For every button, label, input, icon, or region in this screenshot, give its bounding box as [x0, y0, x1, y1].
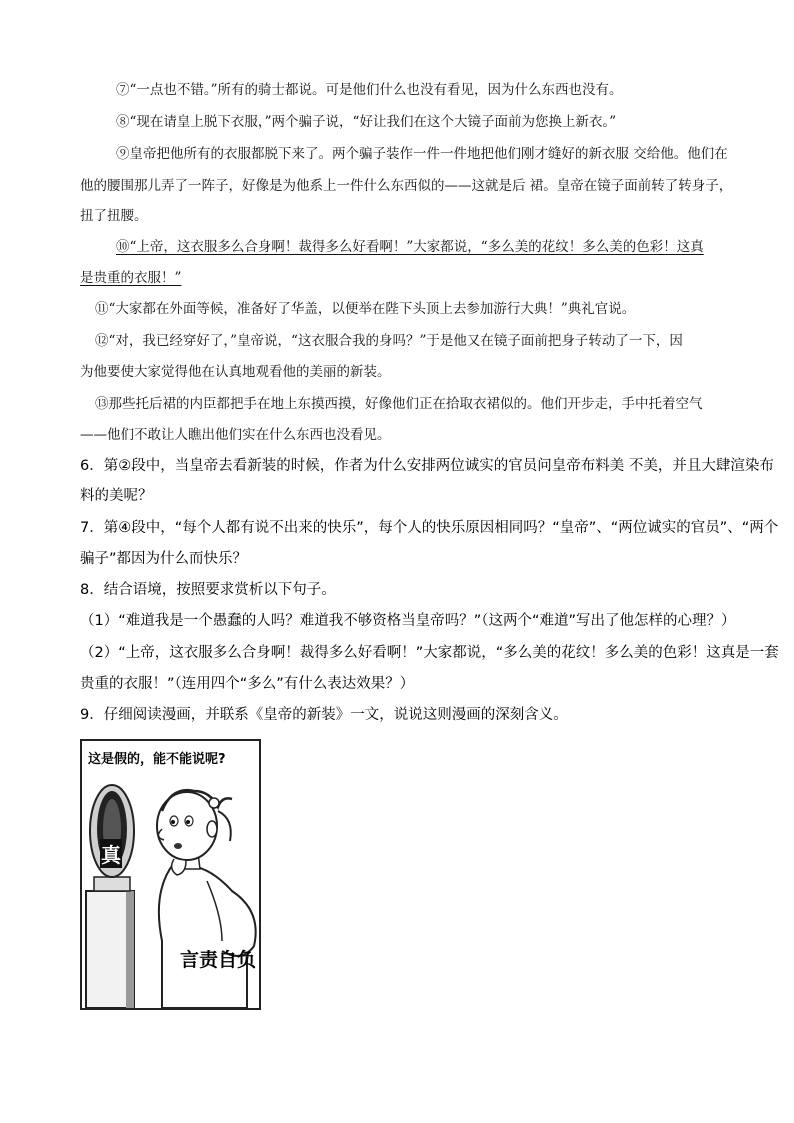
question-6-line-2: 料的美呢？ [80, 488, 153, 504]
passage-paragraph-13-line-2: ——他们不敢让人瞧出他们实在什么东西也没看见。 [80, 427, 391, 443]
passage-paragraph-10-line-1: ⑩“上帝，这衣服多么合身啊！裁得多么好看啊！”大家都说，“多么美的花纹！多么美的色彩！这真 [116, 239, 704, 255]
question-7-line-1: 7．第④段中，“每个人都有说不出来的快乐”，每个人的快乐原因相同吗？“皇帝”、“两位诚实的官员”、“两个 [80, 520, 779, 536]
cartoon-caption: 言责自负 [180, 949, 257, 971]
question-7-line-2: 骗子”都因为什么而快乐？ [80, 551, 248, 567]
cartoon-panel [80, 739, 261, 1010]
question-9: 9．仔细阅读漫画，并联系《皇帝的新装》一文，说说这则漫画的深刻含义。 [80, 707, 568, 723]
mirror-text: 真 [100, 839, 122, 868]
question-8-sub-1: （1）“难道我是一个愚蠢的人吗？难道我不够资格当皇帝吗？”（这两个“难道”写出了他怎样的心理？） [80, 613, 736, 629]
passage-paragraph-11: ⑪“大家都在外面等候，准备好了华盖，以便举在陛下头顶上去参加游行大典！”典礼官说。 [95, 301, 636, 317]
passage-paragraph-9-line-2: 他的腰围那儿弄了一阵子，好像是为他系上一件什么东西似的——这就是后 裙。皇帝在镜子面前转了转身子， [80, 178, 733, 194]
passage-paragraph-10-line-2: 是贵重的衣服！” [80, 270, 182, 286]
question-6-line-1: 6．第②段中，当皇帝去看新装的时候，作者为什么安排两位诚实的官员问皇帝布料美 不美，并且大肆渲染布 [80, 458, 774, 474]
passage-paragraph-12-line-1: ⑫“对，我已经穿好了，”皇帝说，“这衣服合我的身吗？”于是他又在镜子面前把身子转动了一下，因 [95, 333, 683, 349]
passage-paragraph-9-line-3: 扭了扭腰。 [80, 208, 148, 224]
question-8-sub-2-line-2: 贵重的衣服！”（连用四个“多么”有什么表达效果？） [80, 676, 415, 692]
passage-paragraph-13-line-1: ⑬那些托后裙的内臣都把手在地上东摸西摸，好像他们正在拾取衣裙似的。他们开步走，手中托着空气 [95, 396, 703, 412]
cartoon-speech-text: 这是假的，能不能说呢? [88, 752, 226, 767]
passage-paragraph-8: ⑧“现在请皇上脱下衣服，”两个骗子说，“好让我们在这个大镜子面前为您换上新衣。” [116, 114, 617, 130]
question-8: 8．结合语境，按照要求赏析以下句子。 [80, 582, 336, 598]
passage-paragraph-7: ⑦“一点也不错。”所有的骑士都说。可是他们什么也没有看见，因为什么东西也没有。 [116, 82, 623, 98]
passage-paragraph-9-line-1: ⑨皇帝把他所有的衣服都脱下来了。两个骗子装作一件一件地把他们刚才缝好的新衣服 交给他。他们在 [116, 146, 728, 162]
passage-paragraph-12-line-2: 为他要使大家觉得他在认真地观看他的美丽的新装。 [80, 364, 391, 380]
question-8-sub-2-line-1: （2）“上帝，这衣服多么合身啊！裁得多么好看啊！”大家都说，“多么美的花纹！多么美的色彩！这真是一套 [80, 645, 779, 661]
